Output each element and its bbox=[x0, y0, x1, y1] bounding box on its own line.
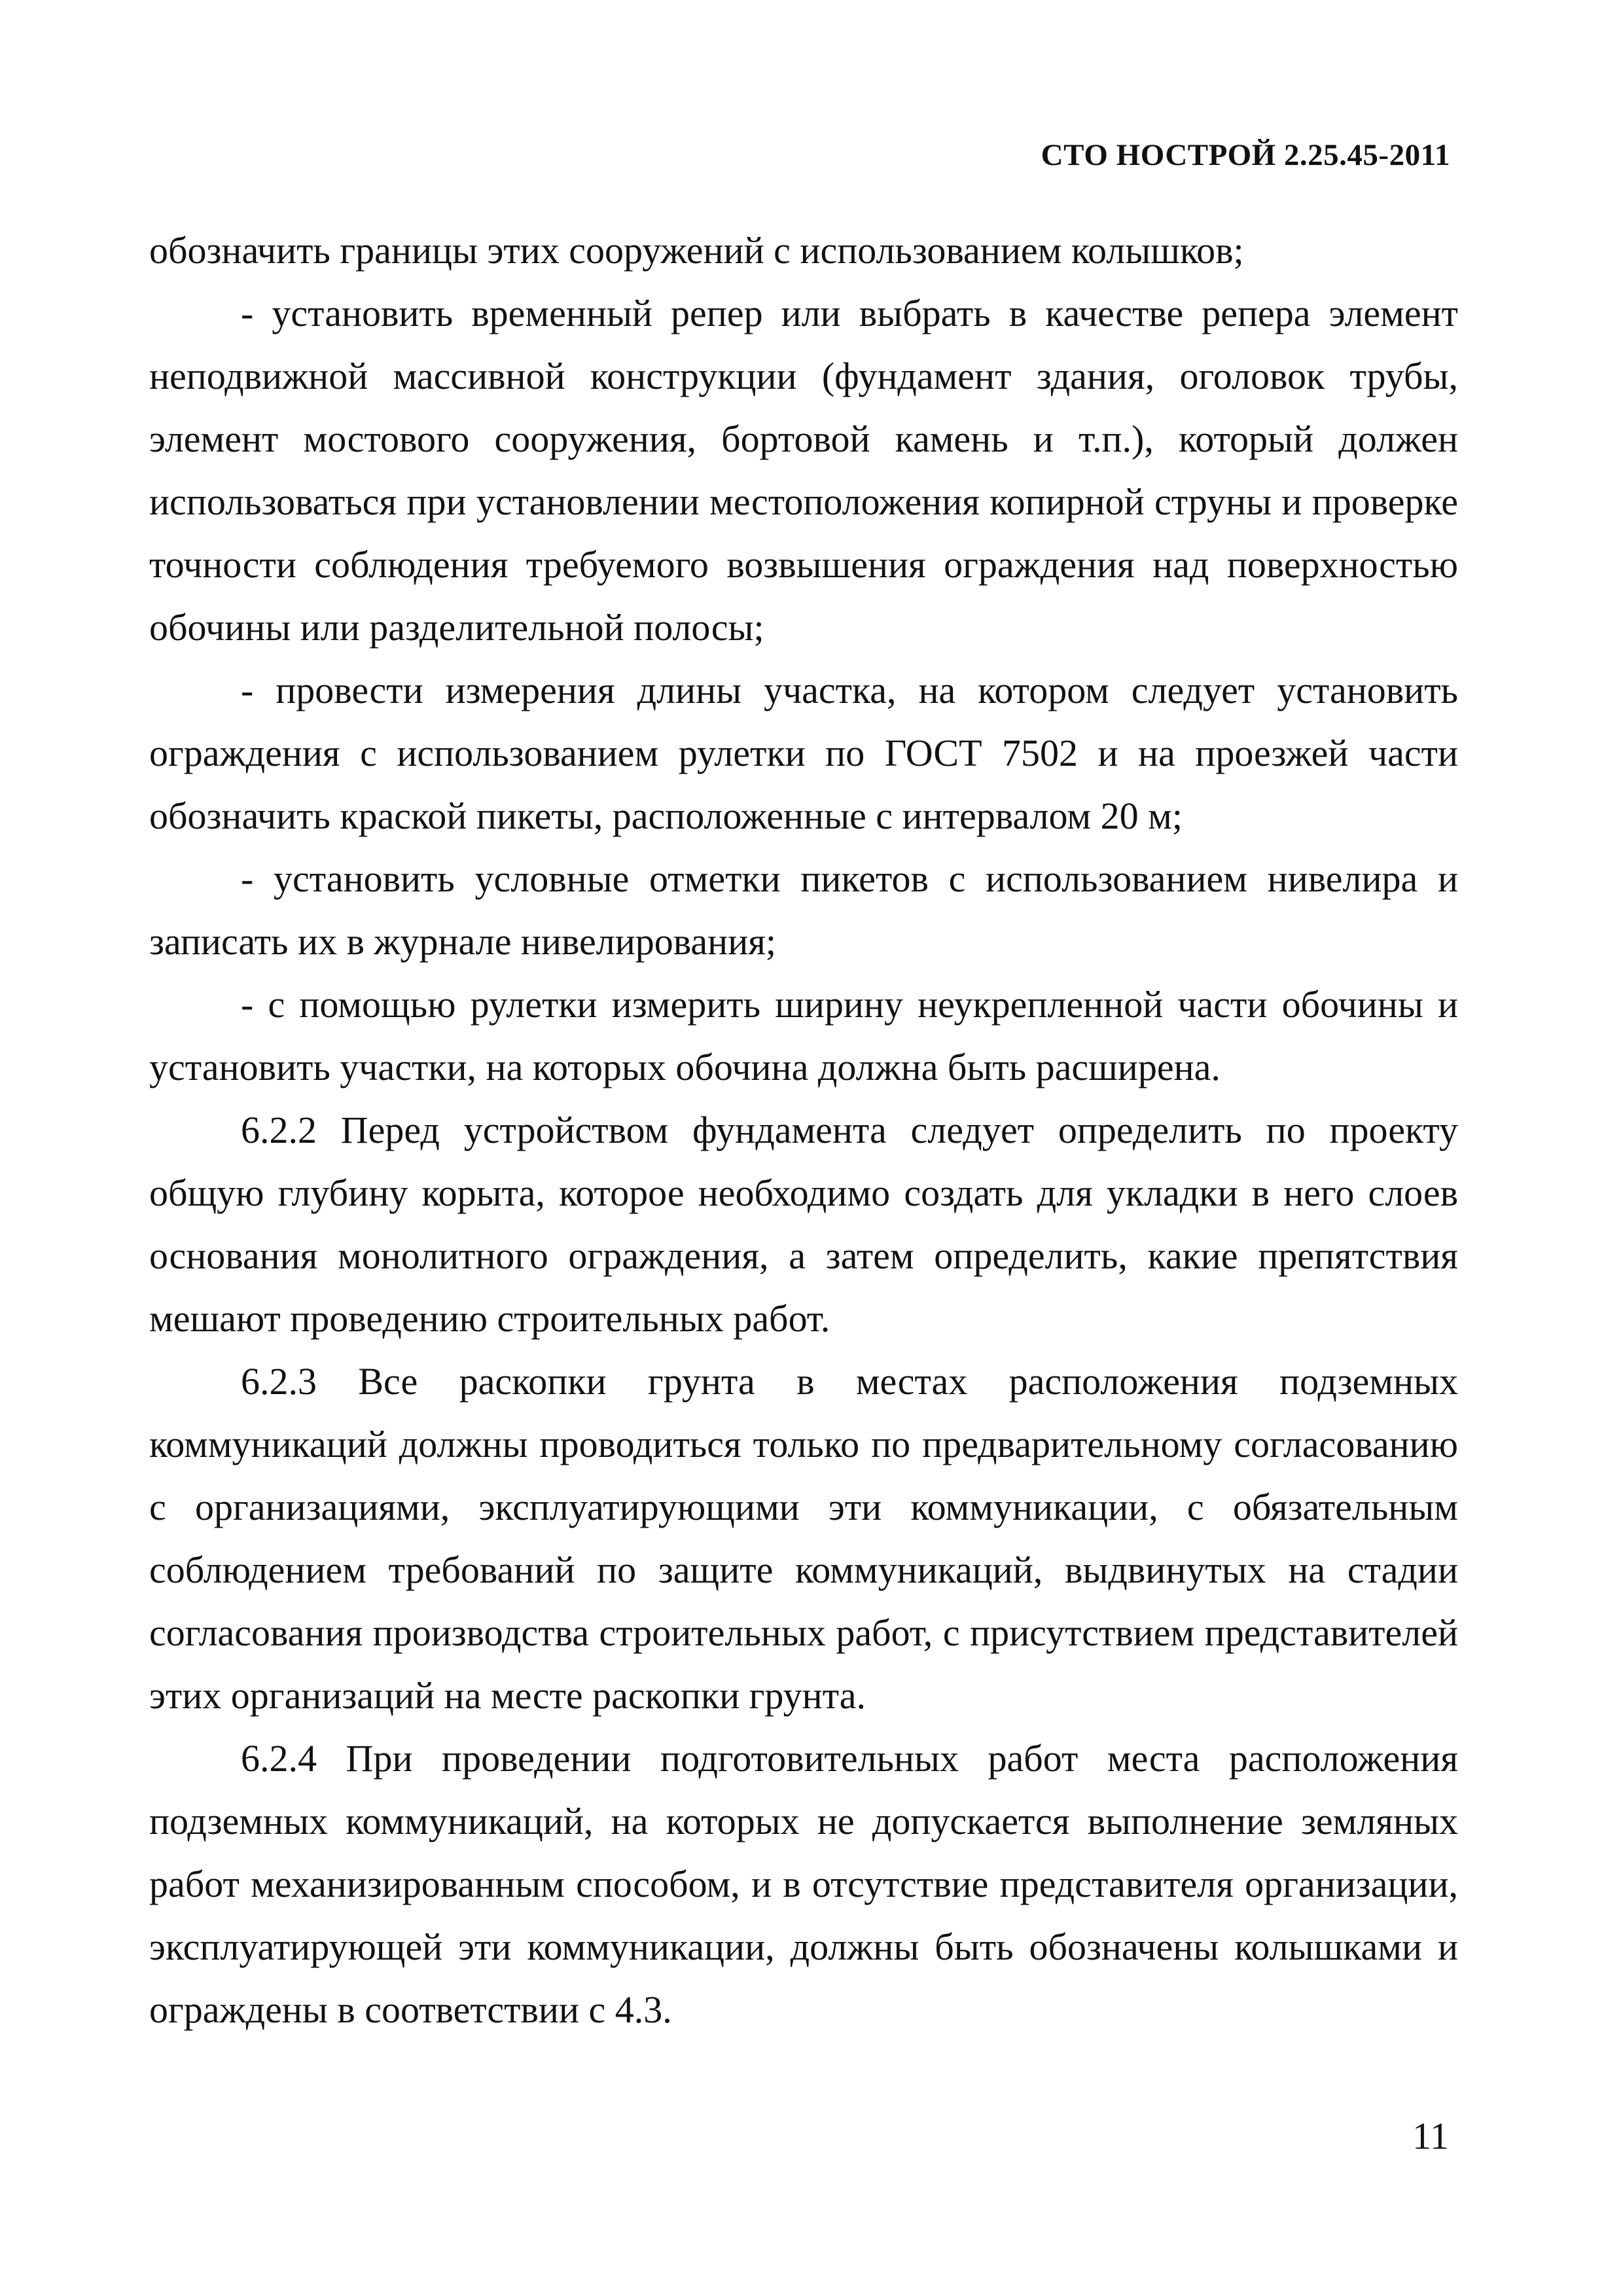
paragraph-list-item: - с помощью рулетки измерить ширину неукрепленной части обочины и установить участки, на которых обочина должна быть расширена. bbox=[149, 983, 1458, 1088]
paragraph-list-item: - установить временный репер или выбрать в качестве репера элемент неподвижной массивной конструкции (фундамент здания, оголовок трубы, элемент мостового сооружения, бортовой камень и т.п.), который должен использоваться при установлении местоположения копирной струны и проверке точности соблюдения требуемого возвышения ограждения над поверхностью обочины или разделительной полосы; bbox=[149, 292, 1458, 649]
page-number: 11 bbox=[1412, 2115, 1449, 2157]
paragraph-continuation: обозначить границы этих сооружений с использованием колышков; bbox=[149, 229, 1244, 272]
paragraph-clause-6-2-4: 6.2.4 При проведении подготовительных работ места расположения подземных коммуникаций, на которых не допускается выполнение земляных работ механизированным способом, и в отсутствие представителя организации, эксплуатирующей эти коммуникации, должны быть обозначены колышками и ограждены в соответствии с 4.3. bbox=[149, 1737, 1458, 2031]
paragraph-clause-6-2-2: 6.2.2 Перед устройством фундамента следует определить по проекту общую глубину корыта, которое необходимо создать для укладки в него слоев основания монолитного ограждения, а затем определить, какие препятствия мешают проведению строительных работ. bbox=[149, 1109, 1458, 1340]
paragraph-list-item: - установить условные отметки пикетов с использованием нивелира и записать их в журнале нивелирования; bbox=[149, 857, 1458, 963]
document-body bbox=[149, 219, 1458, 2041]
paragraph-clause-6-2-3: 6.2.3 Все раскопки грунта в местах расположения подземных коммуникаций должны проводиться только по предварительному согласованию с организациями, эксплуатирующими эти коммуникации, с обязательным соблюдением требований по защите коммуникаций, выдвинутых на стадии согласования производства строительных работ, с присутствием представителей этих организаций на месте раскопки грунта. bbox=[149, 1360, 1458, 1717]
document-header-code: СТО НОСТРОЙ 2.25.45-2011 bbox=[1041, 138, 1450, 172]
paragraph-list-item: - провести измерения длины участка, на котором следует установить ограждения с использованием рулетки по ГОСТ 7502 и на проезжей части обозначить краской пикеты, расположенные с интервалом 20 м; bbox=[149, 669, 1458, 837]
